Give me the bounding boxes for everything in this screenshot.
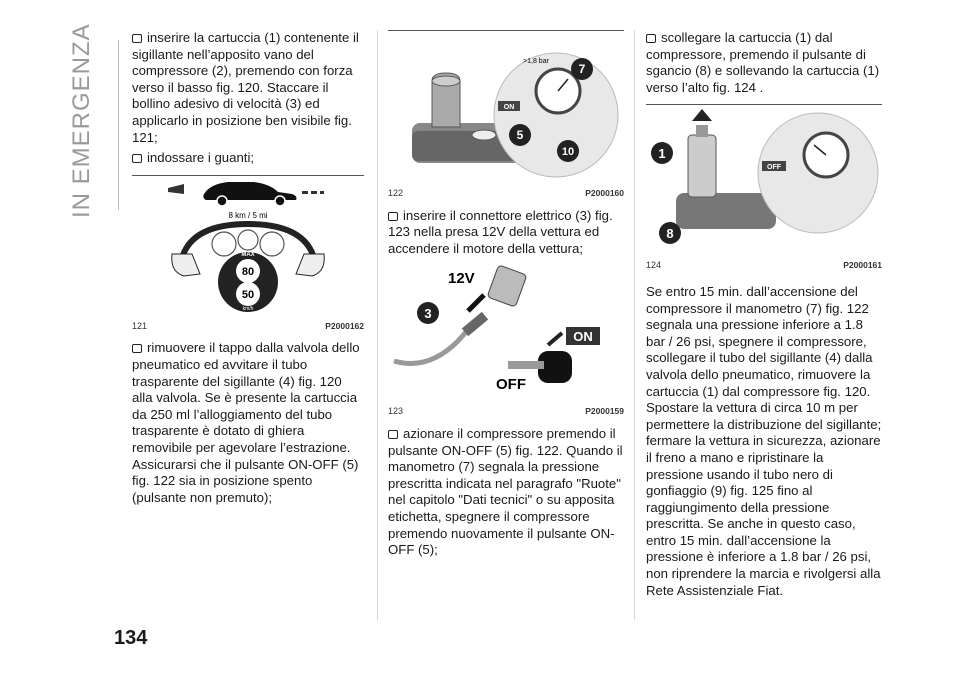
figure-121 [132,175,364,335]
socket-illustration [388,261,624,401]
socket-icon [487,265,527,307]
sticker-unit-text: km/h [242,305,254,312]
figure-caption [388,401,624,420]
marker-3: 3 [424,306,432,322]
sticker-50-text: 50 [241,288,255,301]
section-title: IN EMERGENZA [68,23,95,218]
figure-number: 121 [132,320,148,331]
12v-label: 12V [448,270,475,288]
step-gloves: indossare i guanti; [132,150,364,167]
step-remove-cap: rimuovere il tappo dalla valvola dello pneumatico ed avvitare il tubo trasparente del sigillante (4) fig. 120 alla valvola. Se è presente la cartuccia da 250 ml l’alloggiamento del tubo trasparente è dotato di ghiera removibile per agevolare l’estrazione. Assicurarsi che il pulsante ON-OFF (5) fig. 122 sia in posizione spento (pulsante non premuto); [132,340,360,505]
figure-code: P2000160 [585,188,624,198]
car-icon [168,182,324,206]
gauge-zoom-icon [494,53,618,177]
bullet-icon [132,34,142,43]
plug-icon [462,312,488,336]
figure-122 [388,30,624,202]
bullet-icon [132,154,142,163]
cable-icon [394,323,474,364]
arrow-icon [468,295,484,311]
gauge-label: >1,8 bar [523,58,549,65]
column-divider [634,30,635,620]
sticker-max-text: MAX [241,251,255,258]
compressor-gauge-illustration [388,31,624,183]
figure-caption [132,316,364,335]
figure-124 [646,104,882,274]
figure-caption [388,183,624,202]
low-pressure-paragraph: Se entro 15 min. dall’accensione del compressore il manometro (7) fig. 122 segnala una pressione inferiore a 1.8 bar / 26 psi, spegnere il compressore, scollegare il tubo del sigillante (4) dalla valvola dello pneumatico, rimuovere la cartuccia (1) dal compressore fig. 120. Spostare la vettura di circa 10 m per permettere la distribuzione del sigillante; fermare la vettura in sicurezza, azionare il freno a mano e ripristinare la pressione usando il tubo nero di gonfiaggio (9) fig. 125 fino al raggiungimento della pressione prescritta. Se anche in questo caso, entro 15 min. dall’accensione la pressione è inferiore a 1.8 bar / 26 psi, non riprendere la marcia e rivolgersi alla Rete Assistenziale Fiat. [646,283,882,598]
speed-label: 8 km / 5 mi [228,210,268,220]
arrow-icon [548,333,562,345]
bullet-icon [646,34,656,43]
on-label: ON [573,329,593,345]
step-disconnect-cartridge: scollegare la cartuccia (1) dal compressore, premendo il pulsante di sgancio (8) e sollevando la cartuccia (1) verso l’alto fig. 124 . [646,30,880,95]
figure-caption [646,255,882,274]
figure-number: 122 [388,188,404,198]
bullet-icon [388,212,398,221]
sticker-80-text: 80 [241,265,255,278]
column-divider [377,30,378,620]
step-insert-cartridge: inserire la cartuccia (1) contenente il sigillante nell’apposito vano del compressore (2), premendo con forza verso il basso fig. 120. Staccare il bollino adesivo di velocità (3) ed applicarlo in posizione ben visibile fig. 121; [132,30,359,145]
column-3 [646,30,882,599]
speed-limit-illustration [132,176,364,316]
speed-sticker-icon [218,252,278,312]
figure-number: 124 [646,260,662,271]
figure-code: P2000161 [843,260,882,271]
marker-8: 8 [666,226,674,242]
off-label: OFF [496,376,526,394]
bullet-icon [132,344,142,353]
column-2 [388,30,624,563]
marker-10: 10 [561,146,575,158]
step-connect-12v: inserire il connettore elettrico (3) fig. 123 nella presa 12V della vettura ed accendere il motore della vettura; [388,207,613,256]
figure-code: P2000162 [325,320,364,331]
cartridge-release-illustration [646,105,882,255]
step-start-compressor: azionare il compressore premendo il pulsante ON-OFF (5) fig. 122. Quando il manometro (7) segnala la pressione prescritta indicata nel paragrafo "Ruote" nel capitolo "Dati tecnici" o su apposita etichetta, spegnere il compressore premendo nuovamente il pulsante ON-OFF (5); [388,425,623,558]
marker-5: 5 [516,128,524,142]
column-1 [132,30,364,510]
gauge-zoom-icon [758,113,878,233]
figure-number: 123 [388,406,404,417]
page-number: 134 [114,627,148,649]
marker-1: 1 [658,146,666,162]
section-divider [118,40,119,210]
on-label: ON [503,104,515,111]
off-label: OFF [767,164,781,172]
figure-code: P2000159 [585,406,624,417]
marker-7: 7 [578,62,586,76]
bullet-icon [388,430,398,439]
arrow-up-icon [692,109,712,121]
figure-123 [388,261,624,420]
